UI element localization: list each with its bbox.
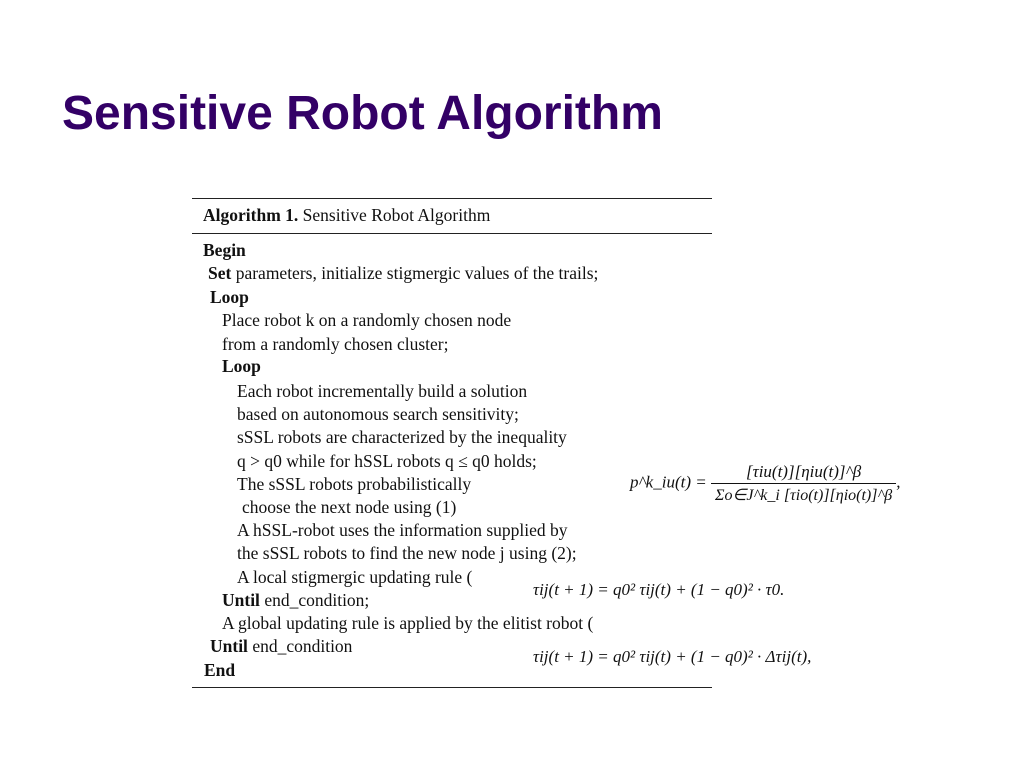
algo-line-from-cluster: from a randomly chosen cluster; [222, 334, 449, 354]
slide-title: Sensitive Robot Algorithm [62, 87, 663, 140]
algo-line-sssl-probabilistic: The sSSL robots probabilistically [237, 474, 472, 494]
algo-line-set: Set parameters, initialize stigmergic values of the trails; [208, 263, 599, 283]
equation-transition-probability [630, 462, 900, 505]
algo-line-hssl-uses: A hSSL-robot uses the information supplied by [237, 520, 568, 540]
eq1-suffix: , [896, 472, 901, 492]
algorithm-caption-number: Algorithm 1. [203, 205, 299, 225]
algo-line-each-robot: Each robot incrementally build a solution [237, 381, 528, 401]
algo-line-local-update: A local stigmergic updating rule ( [237, 567, 473, 587]
algorithm-caption [203, 205, 490, 226]
algo-line-inequality: q > q0 while for hSSL robots q ≤ q0 holds; [237, 451, 537, 471]
algo-line-begin: Begin [203, 240, 246, 260]
equation-global-update: τij(t + 1) = q0² τij(t) + (1 − q0)² · Δτij(t), [533, 647, 812, 666]
eq1-denominator: Σo∈J^k_i [τio(t)][ηio(t)]^β [714, 487, 893, 504]
algo-line-global-update: A global updating rule is applied by the elitist robot ( [222, 613, 594, 633]
algo-line-until-inner: Until end_condition; [222, 590, 370, 610]
eq1-fraction [711, 462, 896, 505]
algo-line-place-robot: Place robot k on a randomly chosen node [222, 310, 512, 330]
algo-line-until-outer: Until end_condition [210, 636, 353, 656]
top-rule [192, 198, 712, 199]
algorithm-box [192, 198, 712, 688]
header-rule [192, 233, 712, 234]
bottom-rule [192, 687, 712, 688]
algo-line-loop-inner: Loop [222, 356, 261, 376]
algo-line-choose-next: choose the next node using (1) [242, 497, 457, 517]
algo-line-sssl-characterized: sSSL robots are characterized by the inequality [237, 427, 567, 447]
eq1-numerator: [τiu(t)][ηiu(t)]^β [711, 462, 896, 484]
equation-local-update: τij(t + 1) = q0² τij(t) + (1 − q0)² · τ0. [533, 580, 785, 599]
algo-line-end: End [204, 660, 236, 680]
algorithm-caption-text: Sensitive Robot Algorithm [302, 205, 491, 225]
algo-line-loop-outer: Loop [210, 287, 249, 307]
algo-line-based-on: based on autonomous search sensitivity; [237, 404, 519, 424]
eq1-lhs: p^k_iu(t) = [630, 472, 707, 492]
algo-line-find-new-node: the sSSL robots to find the new node j using (2); [237, 543, 577, 563]
